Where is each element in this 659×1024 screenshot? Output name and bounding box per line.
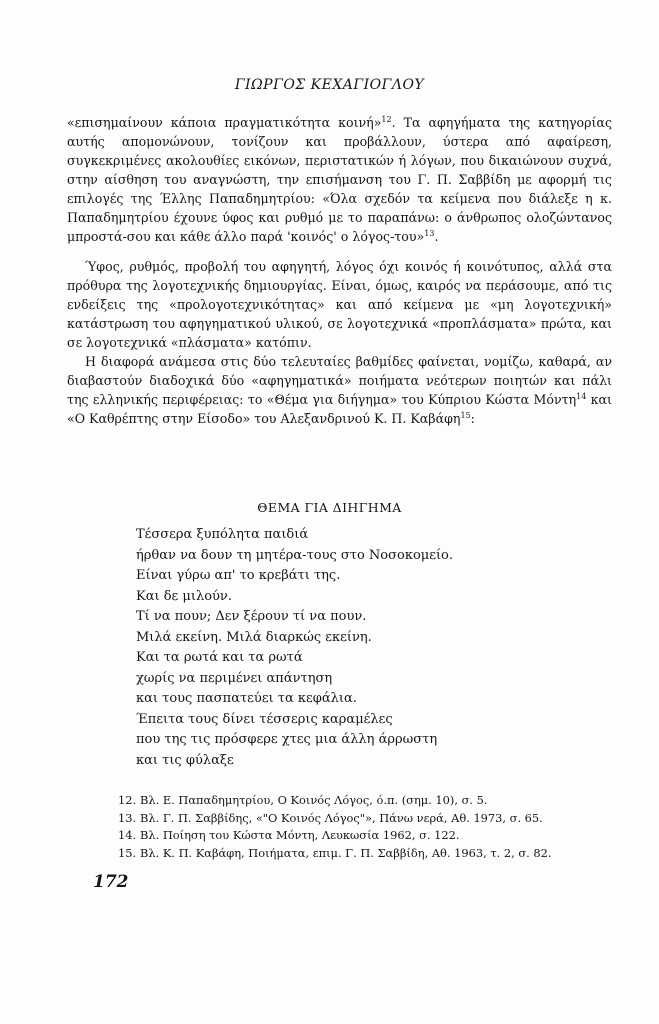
page-number: 172 (93, 872, 129, 892)
footnote-ref-14: 14 (576, 391, 587, 401)
paragraph-1: «επισημαίνουν κάποια πραγματικότητα κοινή»$^{12}$. Τα αφηγήματα της κατηγορίας αυτής απομονώνουν, τονίζουν και προβάλλουν, ύστερα από αφαίρεση, συγκεκριμένες ακολουθίες εικόνων, περιστατικών ή λόγων, που δικαιώνουν συχνά, στην αίσθηση του αναγνώστη, την επισήμανση του Γ. Π. Σαββίδη με αφορμή τις επιλογές της Έλλης Παπαδημητρίου: «Όλα σχεδόν τα κείμενα που διάλεξε η κ. Παπαδημητρίου έχουνε ύφος και ρυθμό με το παραπάνω: ο άνθρωπος ολοζώντανος μπροστά-σου και κάθε άλλο παρά 'κοινός' ο λόγος-του»$^{13}$. (67, 114, 612, 244)
footnote-ref-15: 15 (460, 410, 471, 420)
poem-line: Τέσσερα ξυπόλητα παιδιά (136, 527, 309, 542)
footnote-15 (118, 845, 618, 863)
poem (136, 525, 616, 771)
footnote-number: 12. (118, 793, 137, 807)
poem-line: Είναι γύρω απ' το κρεβάτι της. (136, 568, 341, 583)
poem-title: ΘΕΜΑ ΓΙΑ ΔΙΗΓΗΜΑ (257, 500, 402, 515)
poem-line: Έπειτα τους δίνει τέσσερις καραμέλες (136, 711, 393, 727)
footnote-12 (118, 792, 618, 810)
poem-line: και τους πασπατεύει τα κεφάλια. (136, 691, 357, 706)
footnote-13 (118, 810, 618, 828)
footnote-text: Βλ. Κ. Π. Καβάφη, Ποιήματα, επιμ. Γ. Π. Σαββίδη, Αθ. 1963, τ. 2, σ. 82. (140, 845, 552, 860)
footnote-ref-12: 12 (381, 114, 392, 124)
footnote-ref-13: 13 (424, 228, 435, 238)
poem-line: χωρίς να περιμένει απάντηση (136, 670, 333, 686)
footnote-text: Βλ. Ποίηση του Κώστα Μόντη, Λευκωσία 1962, σ. 122. (140, 828, 460, 842)
poem-line: ήρθαν να δουν τη μητέρα-τους στο Νοσοκομείο. (136, 547, 454, 563)
poem-line: Και τα ρωτά και τα ρωτά (136, 650, 303, 665)
footnote-number: 13. (118, 810, 137, 825)
poem-line: και τις φύλαξε (136, 752, 234, 768)
poem-line: Τί να πουν; Δεν ξέρουν τί να πουν. (136, 609, 367, 624)
footnote-number: 14. (118, 828, 137, 842)
footnote-text: Βλ. Ε. Παπαδημητρίου, Ο Κοινός Λόγος, ό.π. (σημ. 10), σ. 5. (140, 793, 488, 807)
footnote-number: 15. (118, 845, 137, 860)
footnotes (118, 792, 618, 862)
footnote-14 (118, 827, 618, 845)
poem-line: που της τις πρόσφερε χτες μια άλλη άρρωστη (136, 732, 438, 747)
poem-line: Και δε μιλούν. (136, 588, 232, 604)
footnote-text: Βλ. Γ. Π. Σαββίδης, «"Ο Κοινός Λόγος"», Πάνω νερά, Αθ. 1973, σ. 65. (140, 810, 543, 825)
body-text (67, 113, 612, 428)
paragraph-2: Ύφος, ρυθμός, προβολή του αφηγητή, λόγος όχι κοινός ή κοινότυπος, αλλά στα πρόθυρα της λογοτεχνικής δημιουργίας. Είναι, όμως, καιρός να περάσουμε, από τις ενδείξεις της «προλογοτεχνικότητας» και από κείμενα με «μη λογοτεχνική» κατάστρωση του αφηγηματικού υλικού, σε λογοτεχνικά «προπλάσματα» πρώτα, και σε λογοτεχνικά «πλάσματα» κατόπιν. (67, 259, 612, 350)
poem-line: Μιλά εκείνη. Μιλά διαρκώς εκείνη. (136, 629, 372, 645)
paragraph-3: Η διαφορά ανάμεσα στις δύο τελευταίες βαθμίδες φαίνεται, νομίζω, καθαρά, αν διαβαστούν διαδοχικά δύο «αφηγηματικά» ποιήματα νεότερων ποιητών και πάλι της ελληνικής περιφέρειας: το «Θέμα για διήγημα» του Κύπριου Κώστα Μόντη$^{14}$ και «Ο Καθρέπτης στην Είσοδο» του Αλεξανδρινού Κ. Π. Καβάφη$^{15}$: (67, 354, 612, 426)
running-header: ΓΙΩΡΓΟΣ ΚΕΧΑΓΙΟΓΛΟΥ (234, 77, 425, 93)
